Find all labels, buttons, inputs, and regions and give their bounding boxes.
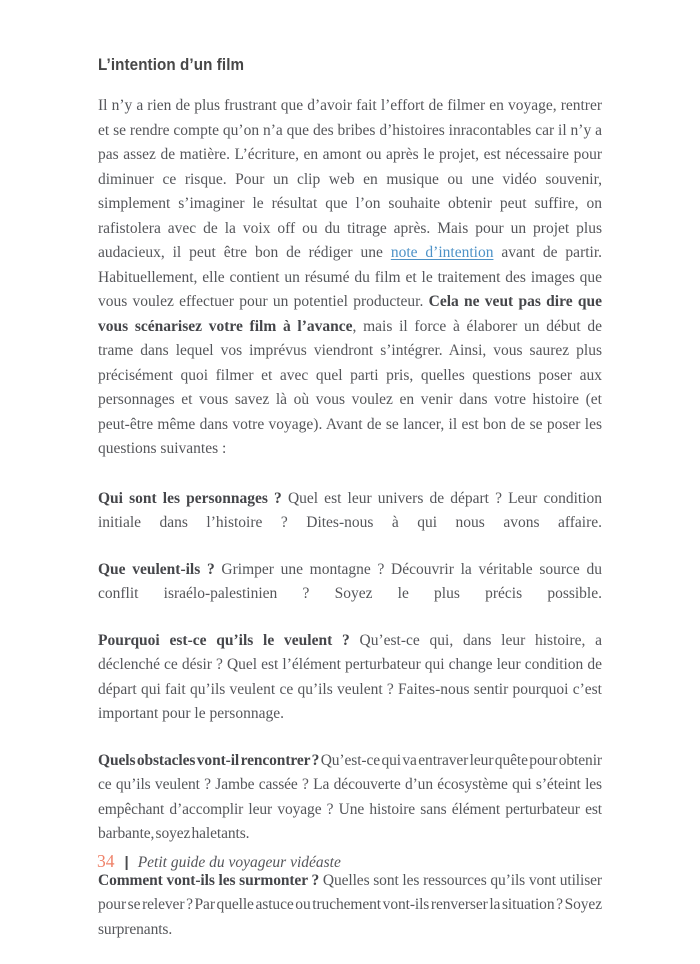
- book-title: Petit guide du voyageur vidéaste: [137, 854, 341, 871]
- question-body: Grimper une montagne ? Découvrir la véritable source du conflit israélo-palestinien ? Soyez le plus précis possible.: [98, 560, 602, 602]
- question-lead: Qui sont les personnages ?: [98, 489, 282, 507]
- question-paragraph-obstacles: [98, 749, 602, 847]
- page-number: 34: [97, 851, 115, 871]
- question-body: Qu’est-ce qui va entraver leur quête pour obtenir ce qu’ils veulent ? Jambe cassée ? La découverte d’un écosystème qui s’éteint les empêchant d’accomplir leur voyage ? Une histoire sans élément perturbateur est barbante, soyez haletants.: [98, 751, 602, 842]
- footer-separator: |: [124, 854, 129, 871]
- note-intention-link[interactable]: note d’intention: [390, 244, 494, 261]
- intro-text-after-bold: , mais il force à élaborer un début de trame dans lequel vos imprévus viendront s’intégrer. Ainsi, vous saurez plus précisément quoi filmer et avec quel parti pris, quelles questions poser aux personnages et vous savez là où vous voulez en venir dans votre histoire (et peut-être même dans votre voyage). Avant de se lancer, il est bon de se poser les questions suivantes :: [98, 317, 602, 457]
- question-paragraph-overcome: [98, 869, 602, 943]
- intro-text-after-link: avant de partir. Habituellement, elle contient un résumé du film et le traitement des images que vous voulez effectuer pour un potentiel producteur.: [98, 244, 603, 310]
- question-body: Quelles sont les ressources qu’ils vont utiliser pour se relever ? Par quelle astuce ou truchement vont-ils renverser la situation ? Soyez surprenants.: [98, 871, 602, 938]
- intro-bold-text: Cela ne veut pas dire que vous scénarisez votre film à l’avance: [98, 293, 602, 335]
- question-lead: Pourquoi est-ce qu’ils le veulent ?: [98, 631, 350, 649]
- question-lead: Quels obstacles vont-il rencontrer ?: [98, 751, 320, 769]
- question-lead: Comment vont-ils les surmonter ?: [98, 871, 320, 889]
- section-heading: L’intention d’un film: [98, 56, 245, 74]
- question-paragraph-why: [98, 629, 602, 727]
- question-lead: Que veulent-ils ?: [98, 560, 215, 578]
- question-body: Quel est leur univers de départ ? Leur condition initiale dans l’histoire ? Dites-nous à qui nous avons affaire.: [98, 489, 602, 531]
- page-content: [98, 56, 602, 964]
- question-paragraph-want: [98, 558, 602, 607]
- intro-paragraph: [98, 94, 602, 462]
- question-paragraph-characters: [98, 487, 602, 536]
- page-footer: [97, 851, 341, 872]
- intro-text-before-link: Il n’y a rien de plus frustrant que d’avoir fait l’effort de filmer en voyage, rentrer et se rendre compte qu’on n’a que des bribes d’histoires inracontables car il n’y a pas assez de matière. L’écriture, en amont ou après le projet, est nécessaire pour diminuer ce risque. Pour un clip web en musique ou une vidéo souvenir, simplement s’imaginer le résultat que l’on souhaite obtenir peut suffire, on rafistolera avec de la voix off ou du titrage après. Mais pour un projet plus audacieux, il peut être bon de rédiger une: [98, 97, 602, 261]
- question-body: Qu’est-ce qui, dans leur histoire, a déclenché ce désir ? Quel est l’élément perturbateur qui change leur condition de départ qui fait qu’ils veulent ce qu’ils veulent ? Faites-nous sentir pourquoi c’est important pour le personnage.: [98, 631, 603, 722]
